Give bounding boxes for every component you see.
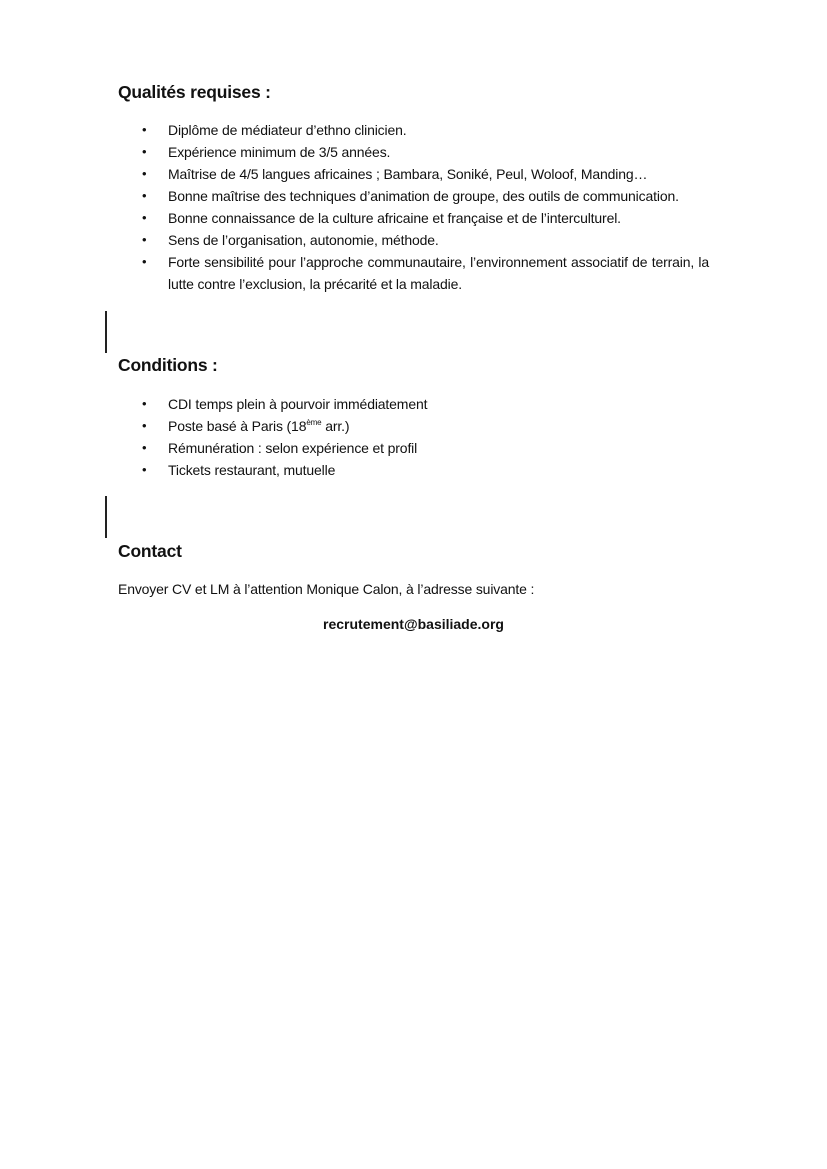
list-item — [118, 393, 709, 415]
list-item-text-suffix: arr.) — [321, 418, 350, 434]
list-item-text: Maîtrise de 4/5 langues africaines ; Bambara, Soniké, Peul, Woloof, Manding… — [168, 166, 648, 182]
list-item-text: Bonne connaissance de la culture africaine et française et de l’interculturel. — [168, 210, 621, 226]
list-item-text: Diplôme de médiateur d’ethno clinicien. — [168, 122, 407, 138]
qualites-list — [118, 119, 709, 295]
bullet-icon: • — [142, 166, 147, 181]
bullet-icon: • — [142, 462, 147, 477]
list-item-text: Sens de l’organisation, autonomie, méthode. — [168, 232, 439, 248]
bullet-icon: • — [142, 418, 147, 433]
list-item — [118, 437, 709, 459]
revision-change-bar — [105, 496, 107, 538]
contact-heading: Contact — [118, 541, 182, 561]
contact-text: Envoyer CV et LM à l’attention Monique Calon, à l’adresse suivante : — [118, 581, 535, 597]
bullet-icon: • — [142, 210, 147, 225]
list-item — [118, 459, 709, 481]
bullet-icon: • — [142, 144, 147, 159]
superscript: ème — [306, 418, 322, 427]
list-item — [118, 415, 709, 437]
contact-email-link[interactable]: recrutement@basiliade.org — [323, 616, 504, 632]
list-item-text: Expérience minimum de 3/5 années. — [168, 144, 391, 160]
list-item-text: Rémunération : selon expérience et profil — [168, 440, 418, 456]
list-item-text: Tickets restaurant, mutuelle — [168, 462, 336, 478]
list-item — [118, 141, 709, 163]
list-item — [118, 163, 709, 185]
list-item — [118, 119, 709, 141]
list-item-text: CDI temps plein à pourvoir immédiatement — [168, 396, 428, 412]
list-item — [118, 251, 709, 295]
list-item-text: Forte sensibilité pour l’approche communautaire, l’environnement associatif de terrain, la lutte contre l’exclusion, la précarité et la maladie. — [168, 254, 709, 292]
qualites-heading: Qualités requises : — [118, 82, 271, 102]
conditions-heading: Conditions : — [118, 355, 218, 375]
list-item-text: Bonne maîtrise des techniques d’animation de groupe, des outils de communication. — [168, 188, 679, 204]
bullet-icon: • — [142, 232, 147, 247]
revision-change-bar — [105, 311, 107, 353]
bullet-icon: • — [142, 122, 147, 137]
list-item — [118, 185, 709, 207]
conditions-list — [118, 393, 709, 481]
list-item — [118, 229, 709, 251]
bullet-icon: • — [142, 188, 147, 203]
bullet-icon: • — [142, 254, 147, 269]
bullet-icon: • — [142, 396, 147, 411]
list-item — [118, 207, 709, 229]
bullet-icon: • — [142, 440, 147, 455]
list-item-text: Poste basé à Paris (18 — [168, 418, 307, 434]
